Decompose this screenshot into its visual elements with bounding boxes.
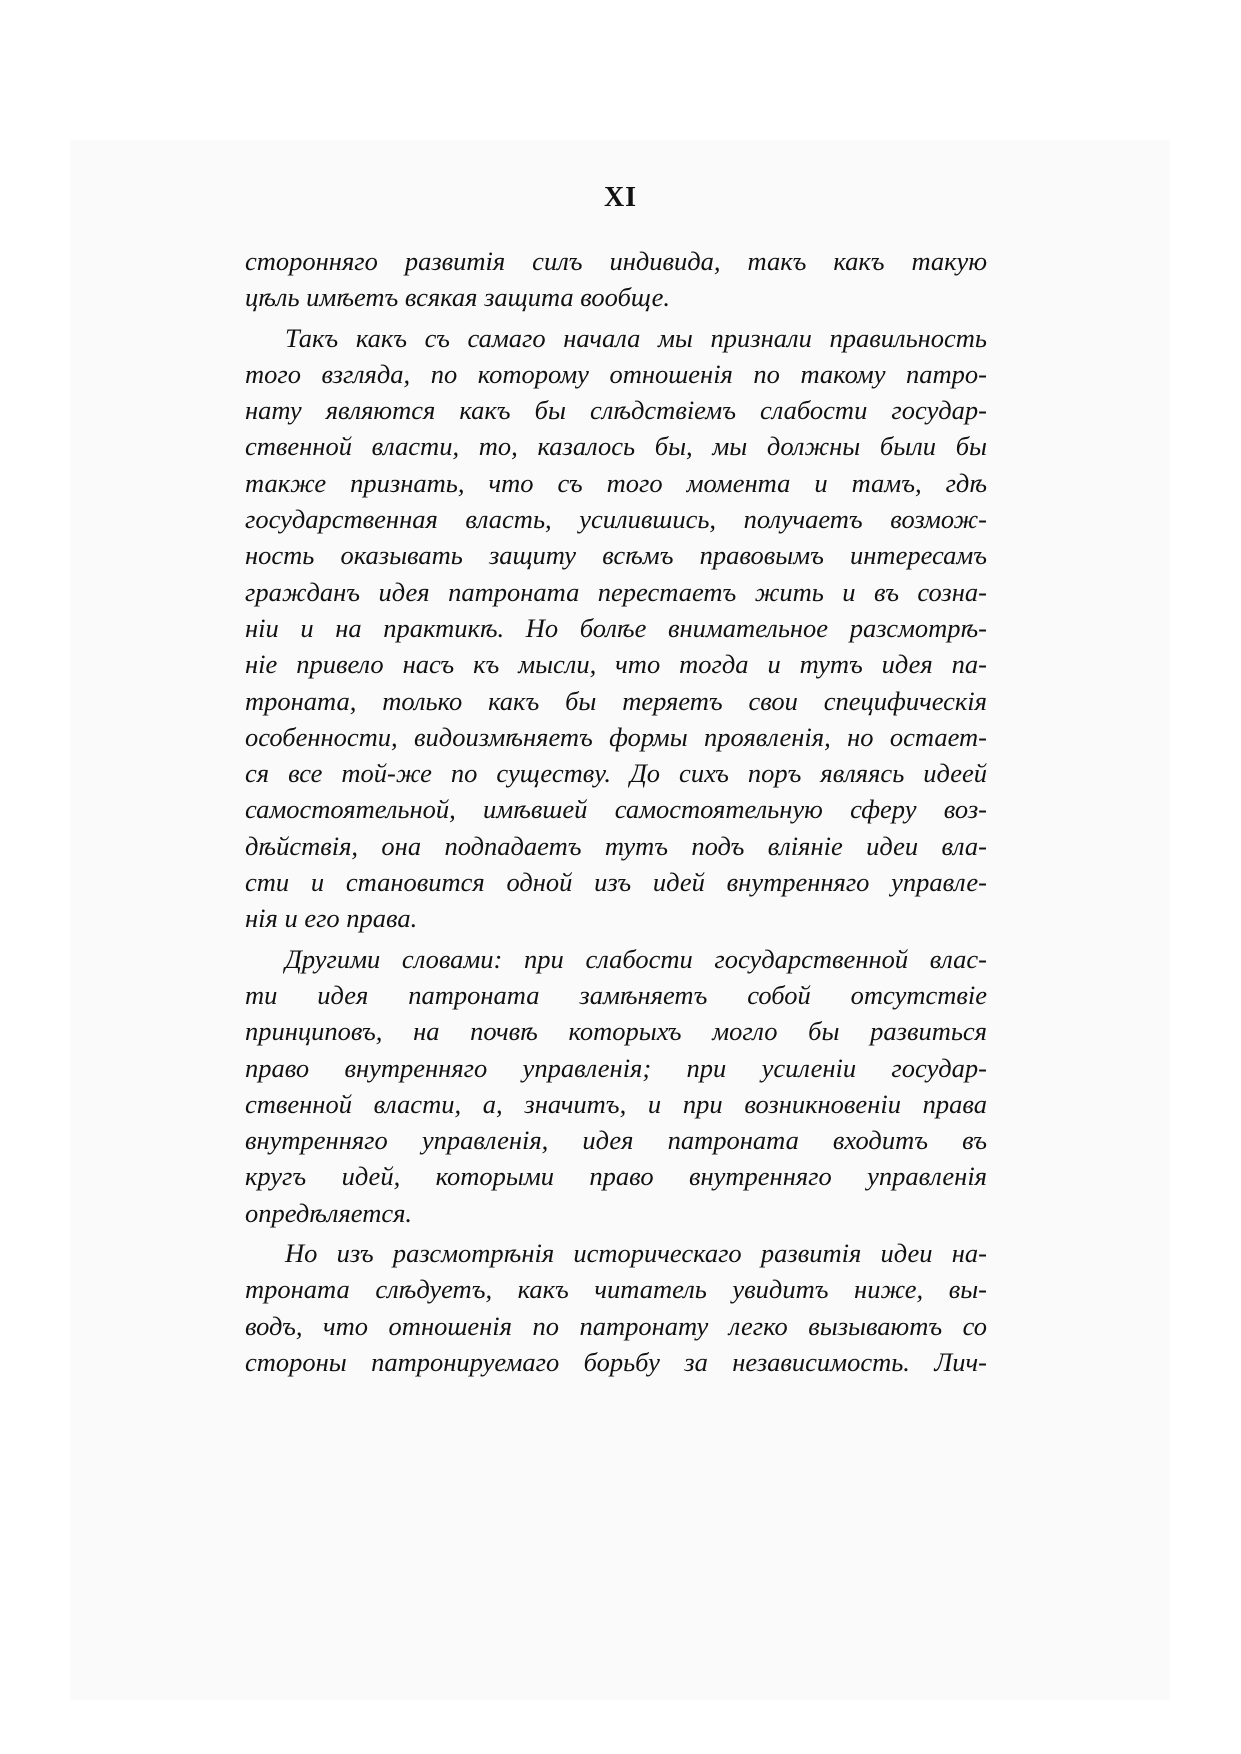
text-line: Другими словами: при слабости государственной влас- — [285, 943, 987, 974]
text-line: Такъ какъ съ самаго начала мы признали правильность — [285, 322, 987, 353]
text-line: также признать, что съ того момента и тамъ, гдѣ — [245, 467, 987, 498]
text-line: ніе привело насъ къ мысли, что тогда и тутъ идея па- — [245, 649, 987, 680]
text-line: ственной власти, то, казалось бы, мы должны были бы — [245, 431, 987, 462]
text-line: цѣль имѣетъ всякая защита вообще. — [245, 282, 670, 313]
text-line: сторонняго развитія силъ индивида, такъ какъ такую — [245, 246, 987, 276]
text-line: самостоятельной, имѣвшей самостоятельную сферу воз- — [245, 794, 987, 825]
text-column — [245, 243, 987, 1380]
text-line: кругъ идей, которыми право внутренняго управленія — [245, 1161, 987, 1192]
text-line: ственной власти, а, значитъ, и при возникновеніи права — [245, 1088, 987, 1119]
text-line: троната, только какъ бы теряетъ свои специфическія — [245, 685, 987, 716]
text-line: троната слѣдуетъ, какъ читатель увидитъ ниже, вы- — [245, 1274, 987, 1305]
text-line: нату являются какъ бы слѣдствіемъ слабости государ- — [245, 395, 987, 426]
text-line: государственная власть, усилившись, получаетъ возмож- — [245, 504, 987, 535]
text-line: ніи и на практикѣ. Но болѣе внимательное разсмотрѣ- — [245, 612, 987, 643]
text-line: право внутренняго управленія; при усиленіи государ- — [245, 1052, 987, 1083]
text-line: Но изъ разсмотрѣнія историческаго развитія идеи на- — [285, 1238, 987, 1269]
text-line: сти и становится одной изъ идей внутренняго управле- — [245, 867, 987, 898]
text-line: стороны патронируемаго борьбу за независимость. Лич- — [245, 1346, 987, 1377]
text-line: ся все той-же по существу. До сихъ поръ являясь идеей — [245, 758, 987, 789]
text-line: принциповъ, на почвѣ которыхъ могло бы развиться — [245, 1016, 987, 1047]
text-line: дѣйствія, она подпадаетъ тутъ подъ вліяніе идеи вла- — [245, 830, 987, 861]
text-line: ти идея патроната замѣняетъ собой отсутствіе — [245, 979, 987, 1010]
page-number: XI — [603, 182, 638, 213]
text-line: ность оказывать защиту всѣмъ правовымъ интересамъ — [245, 540, 987, 571]
text-line: гражданъ идея патроната перестаетъ жить и въ созна- — [245, 576, 987, 607]
text-line: внутренняго управленія, идея патроната входитъ въ — [245, 1125, 987, 1156]
text-line: опредѣляется. — [245, 1197, 413, 1228]
text-line: водъ, что отношенія по патронату легко вызываютъ со — [245, 1310, 987, 1341]
text-line: того взгляда, по которому отношенія по такому патро- — [245, 358, 987, 389]
text-line: нія и его права. — [245, 903, 418, 934]
text-line: особенности, видоизмѣняетъ формы проявленія, но остает- — [245, 721, 987, 752]
